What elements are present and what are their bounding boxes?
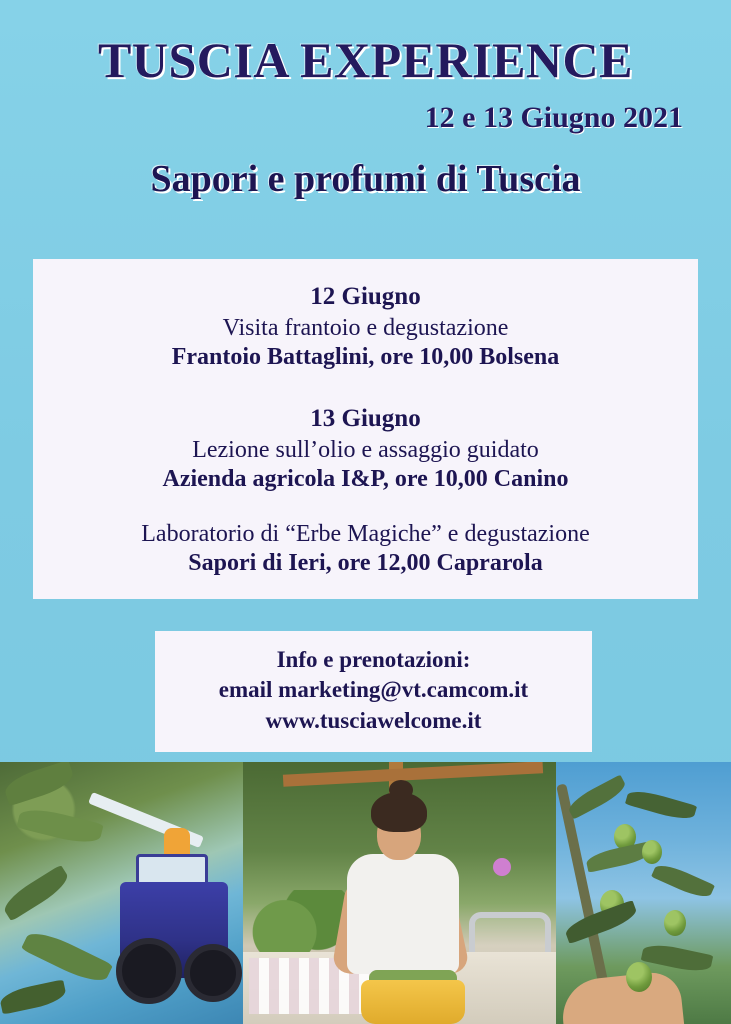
photo-herb-workshop <box>243 762 556 1024</box>
tractor-wheel <box>116 938 182 1004</box>
event-dates: 12 e 13 Giugno 2021 <box>424 100 683 134</box>
flower-icon <box>493 858 511 876</box>
spacer <box>47 493 684 519</box>
program-venue: Sapori di Ieri, ore 12,00 Caprarola <box>188 550 543 576</box>
program-description: Lezione sull’olio e assaggio guidato <box>192 437 539 463</box>
program-entry-3 <box>47 521 684 577</box>
person-hair-bun <box>389 780 413 800</box>
info-heading: Info e prenotazioni: <box>276 647 471 672</box>
spacer <box>47 371 684 401</box>
program-venue: Frantoio Battaglini, ore 10,00 Bolsena <box>171 344 560 370</box>
info-email[interactable]: email marketing@vt.camcom.it <box>218 677 529 703</box>
program-day: 12 Giugno <box>310 283 421 310</box>
title-area <box>0 0 731 201</box>
program-entry-2 <box>47 405 684 493</box>
olive-fruit-icon <box>664 910 686 936</box>
program-description: Laboratorio di “Erbe Magiche” e degustazione <box>141 521 590 547</box>
info-website[interactable]: www.tusciawelcome.it <box>265 707 482 733</box>
tractor-wheel <box>184 944 242 1002</box>
olive-fruit-icon <box>626 962 652 992</box>
program-entry-1 <box>47 283 684 371</box>
page-subtitle: Sapori e profumi di Tuscia <box>150 157 581 200</box>
program-description: Visita frantoio e degustazione <box>222 315 509 341</box>
page-title: TUSCIA EXPERIENCE <box>97 32 633 88</box>
person-torso <box>347 854 459 974</box>
yellow-bowl <box>361 980 465 1024</box>
program-day: 13 Giugno <box>310 405 421 432</box>
photo-olive-branch <box>556 762 731 1024</box>
olive-fruit-icon <box>642 840 662 864</box>
photo-strip <box>0 762 731 1024</box>
program-panel <box>33 259 698 599</box>
program-venue: Azienda agricola I&P, ore 10,00 Canino <box>162 466 569 492</box>
info-panel <box>155 631 592 752</box>
photo-olive-grove-tractor <box>0 762 243 1024</box>
